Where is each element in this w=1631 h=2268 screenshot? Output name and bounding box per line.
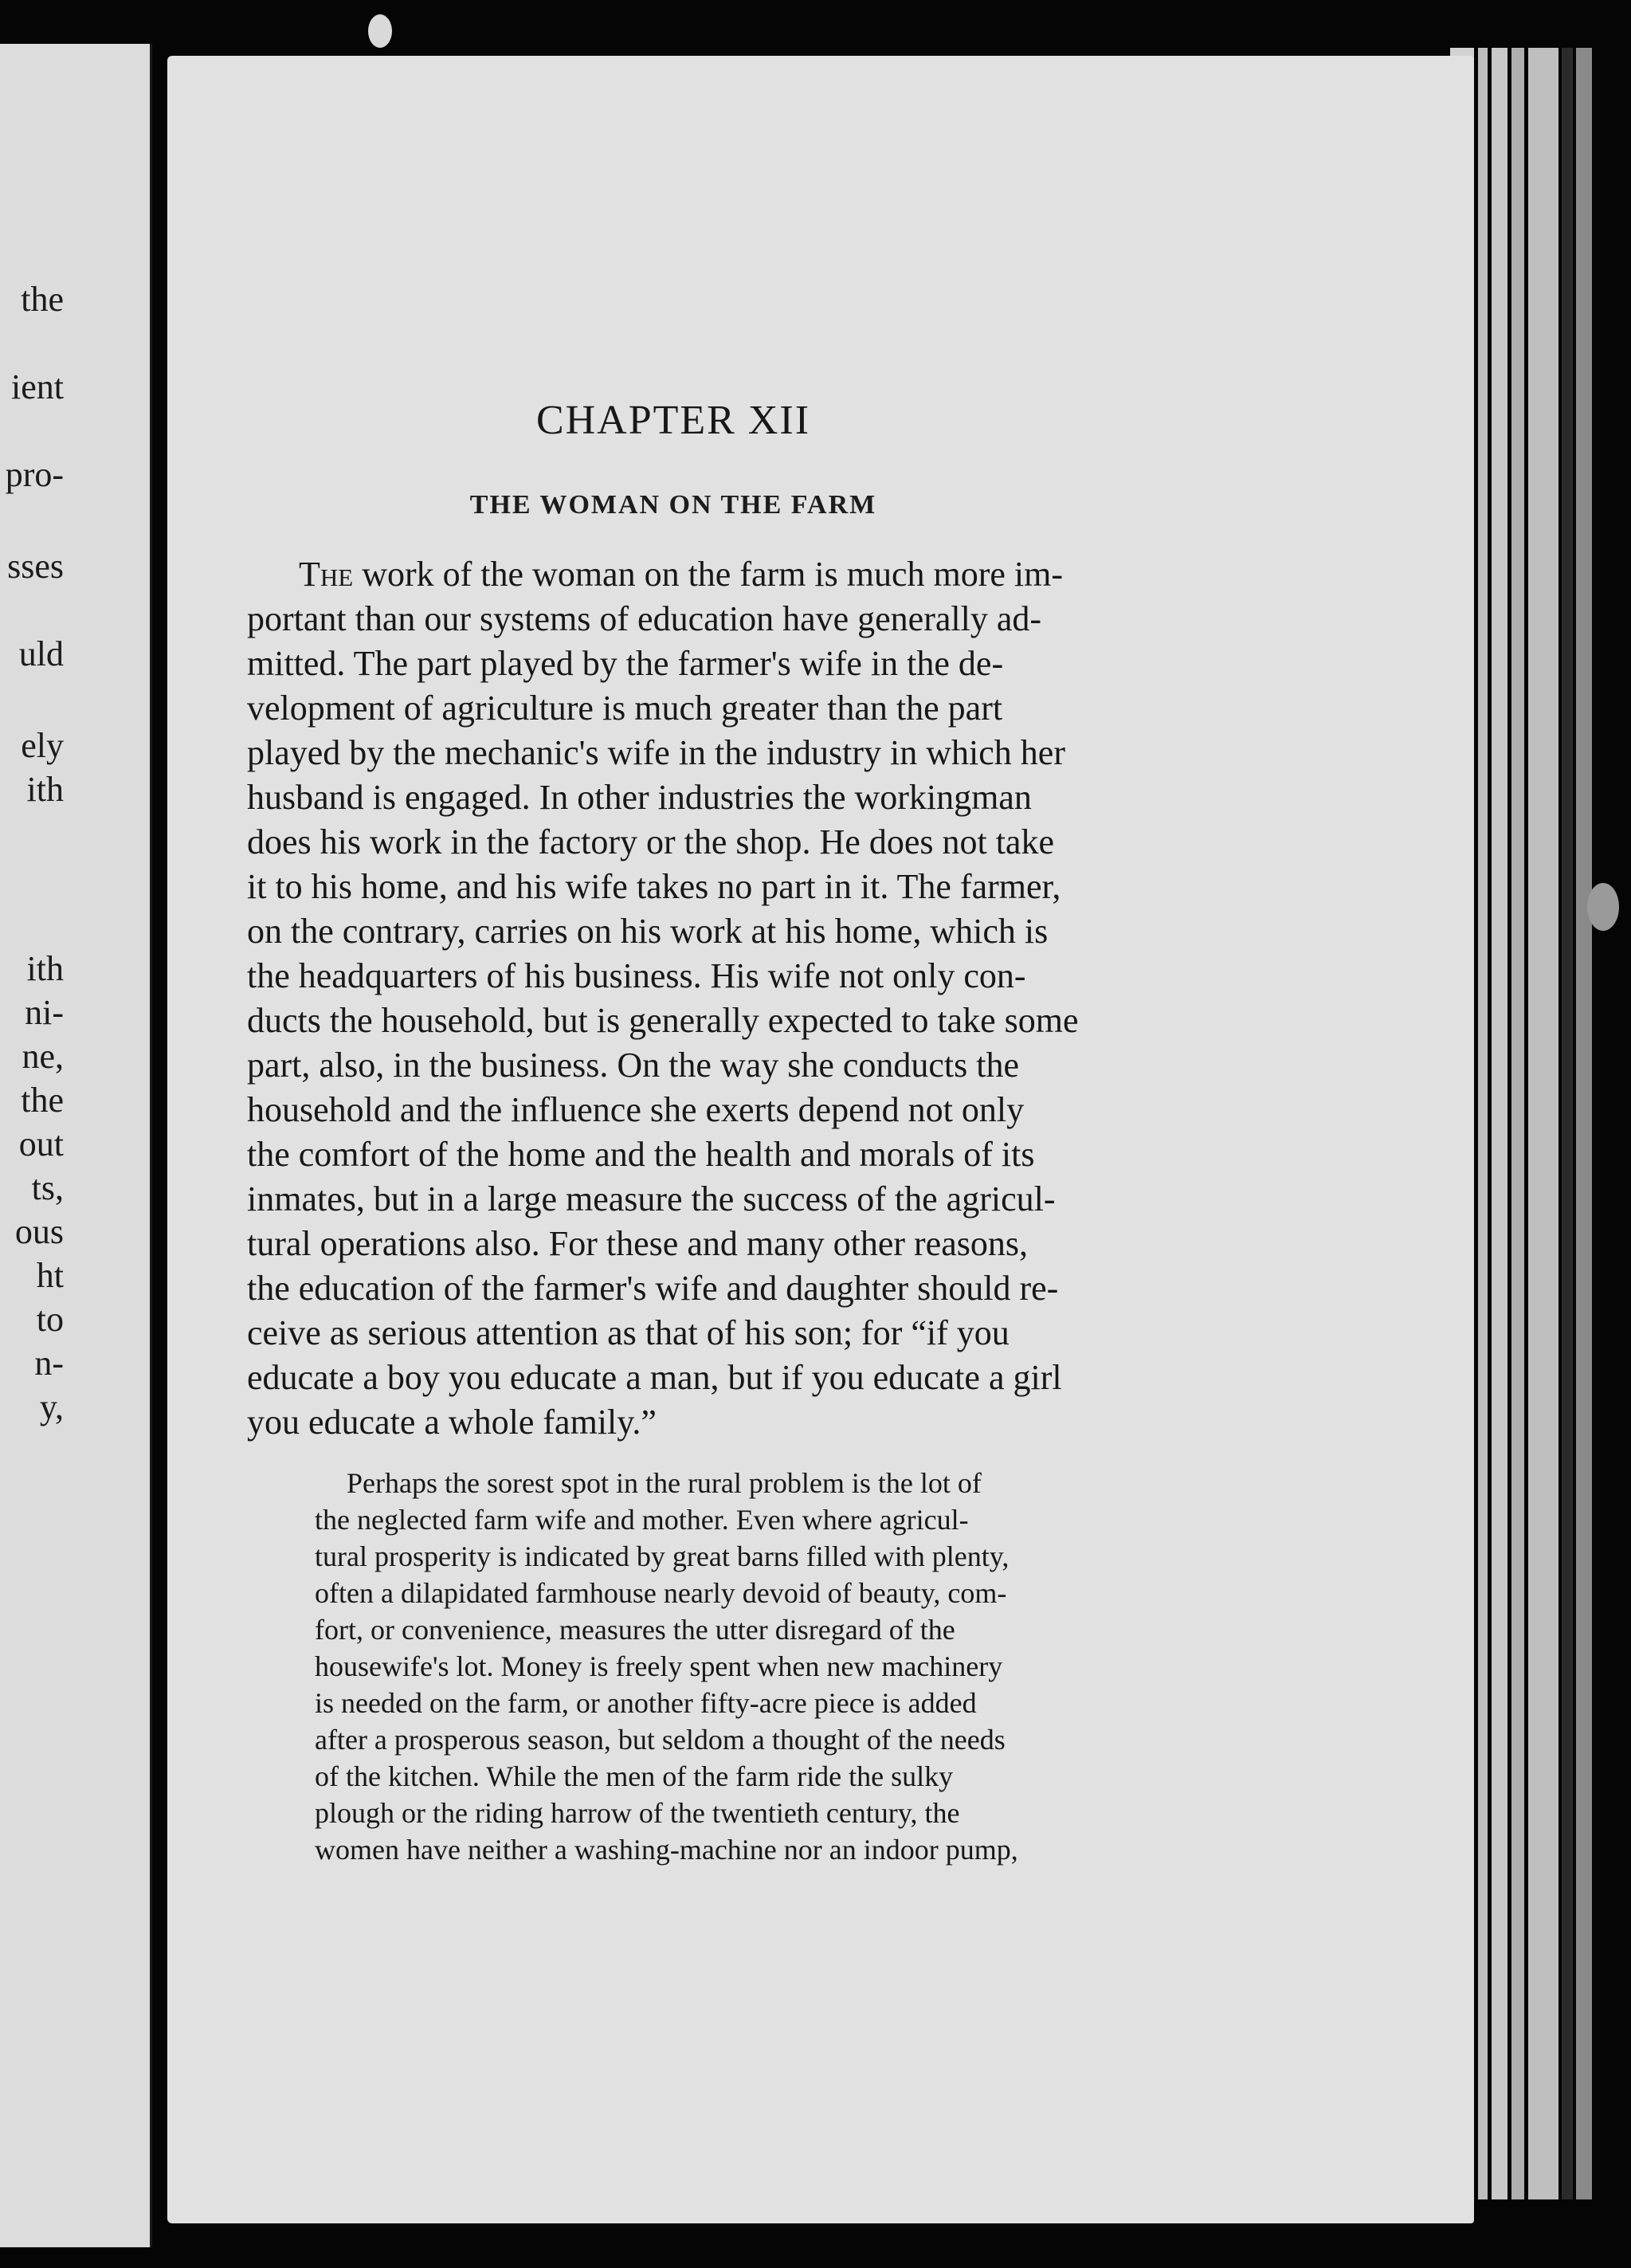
page-edge — [1528, 48, 1558, 2199]
left-fragment-text: ous — [14, 1212, 64, 1251]
quote-line: tural prosperity is indicated by great barns filled with plenty, — [315, 1540, 1010, 1572]
quote-line: Perhaps the sorest spot in the rural problem is the lot of — [347, 1467, 982, 1499]
left-fragment-text: the — [21, 280, 64, 319]
body-line: the headquarters of his business. His wife not only con- — [247, 956, 1026, 995]
book-page — [167, 56, 1474, 2223]
quote-line: after a prosperous season, but seldom a thought of the needs — [315, 1724, 1006, 1756]
left-fragment-text: ni- — [25, 993, 64, 1032]
left-page-fragment — [0, 44, 152, 2247]
quote-line: the neglected farm wife and mother. Even where agricul- — [315, 1504, 969, 1536]
body-line: inmates, but in a large measure the success of the agricul- — [247, 1179, 1056, 1218]
left-fragment-text: ely — [21, 726, 64, 765]
left-fragment-text: sses — [7, 547, 64, 586]
paragraph-lead: The — [299, 555, 354, 594]
left-fragment-text: pro- — [5, 455, 64, 494]
quote-line: women have neither a washing-machine nor an indoor pump, — [315, 1834, 1018, 1866]
left-fragment-text: n- — [34, 1344, 64, 1383]
chapter-subtitle: THE WOMAN ON THE FARM — [469, 490, 877, 520]
quote-line: of the kitchen. While the men of the farm ride the sulky — [315, 1760, 954, 1792]
quote-line: housewife's lot. Money is freely spent when new machinery — [315, 1650, 1003, 1682]
body-line: does his work in the factory or the shop. He does not take — [247, 822, 1054, 861]
scan-speck — [368, 14, 392, 48]
page-edge — [1576, 48, 1592, 2199]
scan-speck — [1587, 883, 1619, 931]
left-fragment-text: ts, — [31, 1168, 64, 1207]
quote-line: often a dilapidated farmhouse nearly devoid of beauty, com- — [315, 1577, 1007, 1609]
body-line: portant than our systems of education have generally ad- — [247, 599, 1042, 638]
page-edge — [1492, 48, 1507, 2199]
body-line: ducts the household, but is generally expected to take some — [247, 1001, 1079, 1040]
left-fragment-text: out — [18, 1124, 64, 1163]
body-line: on the contrary, carries on his work at his home, which is — [247, 912, 1049, 951]
body-line: velopment of agriculture is much greater than the part — [247, 689, 1003, 728]
body-line: tural operations also. For these and many other reasons, — [247, 1224, 1028, 1263]
body-line: played by the mechanic's wife in the industry in which her — [247, 733, 1065, 772]
left-fragment-text: the — [21, 1081, 64, 1120]
quote-line: is needed on the farm, or another fifty-acre piece is added — [315, 1687, 977, 1719]
body-line: part, also, in the business. On the way she conducts the — [247, 1046, 1020, 1085]
left-fragment-text: ith — [26, 949, 64, 988]
body-line-text: work of the woman on the farm is much more im- — [353, 555, 1063, 594]
body-line: mitted. The part played by the farmer's wife in the de- — [247, 644, 1004, 683]
body-line: husband is engaged. In other industries the workingman — [247, 778, 1032, 817]
body-line — [299, 554, 1255, 598]
chapter-title: CHAPTER XII — [535, 398, 811, 443]
left-fragment-text: to — [36, 1300, 64, 1339]
body-line: ceive as serious attention as that of his son; for “if you — [247, 1313, 1010, 1352]
left-fragment-text: uld — [18, 634, 64, 673]
quote-line: plough or the riding harrow of the twentieth century, the — [315, 1797, 960, 1829]
body-line: the education of the farmer's wife and daughter should re- — [247, 1269, 1059, 1308]
body-line: educate a boy you educate a man, but if you educate a girl — [247, 1358, 1062, 1397]
left-fragment-text: ith — [26, 770, 64, 809]
page-edge — [1562, 48, 1573, 2199]
body-line: you educate a whole family.” — [247, 1403, 657, 1442]
quote-line: fort, or convenience, measures the utter disregard of the — [315, 1614, 955, 1646]
body-line: household and the influence she exerts depend not only — [247, 1090, 1025, 1129]
page-edge — [1511, 48, 1524, 2199]
left-fragment-text: ht — [36, 1256, 64, 1295]
page-edge — [1478, 48, 1488, 2199]
left-fragment-text: ient — [11, 367, 64, 406]
left-fragment-text: y, — [39, 1387, 64, 1426]
body-line: the comfort of the home and the health and morals of its — [247, 1135, 1035, 1174]
left-fragment-text: ne, — [22, 1037, 64, 1076]
body-line: it to his home, and his wife takes no part in it. The farmer, — [247, 867, 1061, 906]
